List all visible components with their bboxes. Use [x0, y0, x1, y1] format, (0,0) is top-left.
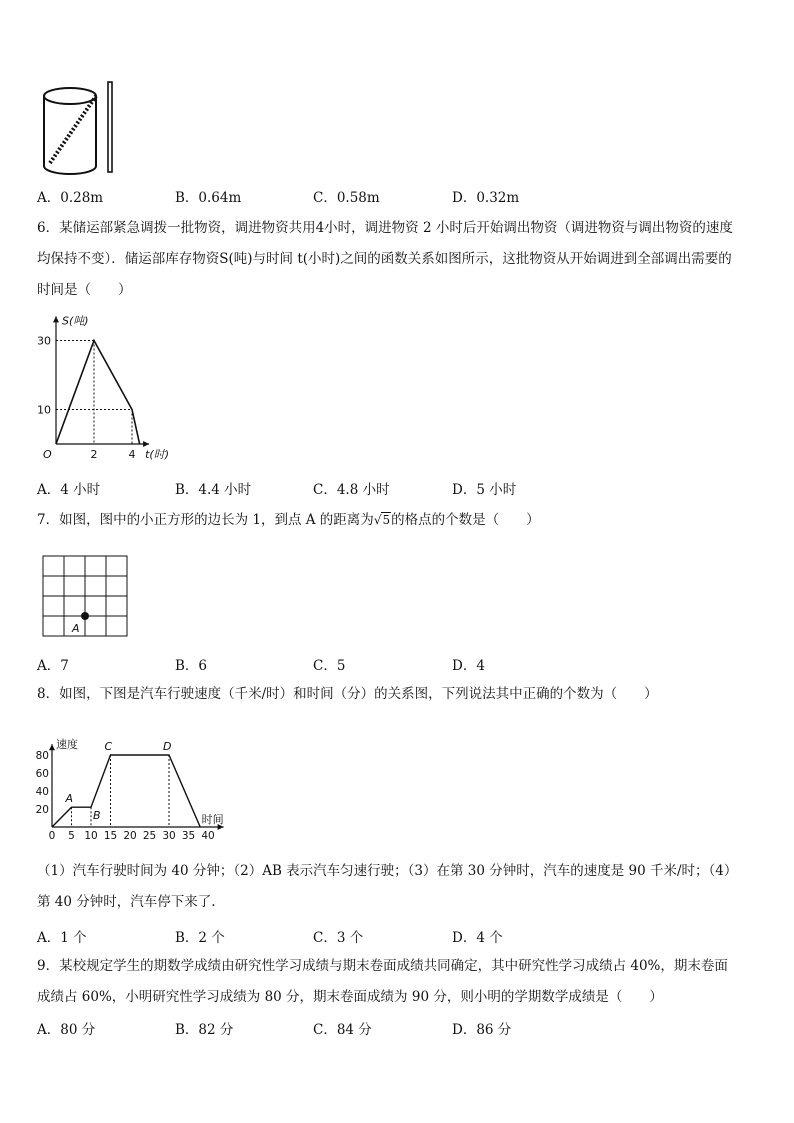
x-tick-label: 4 — [128, 448, 136, 461]
q7-option-d[interactable]: D．4 — [452, 658, 485, 674]
q6-line-1: 6．某储运部紧急调拨一批物资，调进物资共用4小时，调进物资 2 小时后开始调出物资（调进物资与调出物资的速度 — [37, 220, 733, 236]
point-a-label: A — [72, 622, 80, 635]
x-tick-label: 10 — [84, 830, 98, 842]
q6-option-c[interactable]: C．4.8 小时 — [313, 482, 390, 498]
point-a-dot — [81, 612, 89, 620]
point-label-a: A — [65, 792, 74, 806]
q8-option-c[interactable]: C．3 个 — [313, 930, 364, 946]
q7-text-before: 7．如图，图中的小正方形的边长为 1，到点 A 的距离为 — [37, 512, 374, 528]
q5-option-c[interactable]: C．0.58m — [313, 190, 380, 206]
q8-statements — [37, 856, 762, 918]
stock-line — [56, 341, 140, 445]
x-tick-label: 15 — [103, 830, 118, 842]
x-tick-label: 20 — [123, 830, 137, 842]
point-label-b: B — [93, 809, 101, 823]
q8-speed-time-chart — [30, 712, 230, 848]
y-tick-label: 10 — [37, 403, 51, 417]
straw-diagonal — [50, 96, 96, 163]
q7-option-b[interactable]: B．6 — [175, 658, 208, 674]
q8-stem: 8．如图，下图是汽车行驶速度（千米/时）和时间（分）的关系图，下列说法其中正确的个数为（ ） — [37, 686, 658, 702]
straw-standalone — [108, 82, 112, 172]
q7-option-c[interactable]: C．5 — [313, 658, 346, 674]
q9-line-1: 9．某校规定学生的期数学成绩由研究性学习成绩与期末卷面成绩共同确定，其中研究性学习成绩占 40%，期末卷面 — [37, 958, 728, 974]
q6-line-3: 时间是（ ） — [37, 282, 132, 298]
q7-radicand: 5 — [382, 513, 391, 527]
q5-option-d[interactable]: D．0.32m — [452, 190, 520, 206]
y-axis-arrow — [53, 316, 59, 322]
origin-label: O — [43, 448, 52, 461]
x-tick-label: 25 — [142, 830, 157, 842]
y-axis-label: S(吨) — [62, 314, 89, 328]
q6-option-a[interactable]: A．4 小时 — [37, 482, 101, 498]
q9-line-2: 成绩占 60%，小明研究性学习成绩为 80 分，期末卷面成绩为 90 分，则小明的学期数学成绩是（ ） — [37, 989, 663, 1005]
q7-grid-figure — [40, 554, 130, 640]
q9-option-d[interactable]: D．86 分 — [452, 1022, 512, 1038]
q8-option-d[interactable]: D．4 个 — [452, 930, 503, 946]
y-tick-label: 20 — [35, 804, 49, 816]
x-tick-label: 40 — [201, 830, 215, 842]
q6-option-d[interactable]: D．5 小时 — [452, 482, 517, 498]
q9-option-b[interactable]: B．82 分 — [175, 1022, 234, 1038]
x-tick-label: 2 — [90, 448, 98, 461]
y-tick-label: 40 — [35, 786, 49, 798]
x-axis-label: 时间 — [201, 813, 224, 826]
cylinder-figure — [40, 78, 120, 178]
q7-stem — [37, 505, 762, 536]
q8-option-a[interactable]: A．1 个 — [37, 930, 87, 946]
x-tick-label: 30 — [162, 830, 176, 842]
point-label-d: D — [163, 740, 172, 753]
x-tick-label: 0 — [48, 830, 56, 842]
q9-option-c[interactable]: C．84 分 — [313, 1022, 372, 1038]
q5-option-b[interactable]: B．0.64m — [175, 190, 242, 206]
q6-stem — [37, 213, 762, 306]
y-axis-arrow — [49, 744, 55, 750]
y-tick-label: 60 — [35, 768, 49, 780]
q5-option-a[interactable]: A．0.28m — [37, 190, 104, 206]
speed-line — [52, 755, 200, 827]
q8-statements-line-1: （1）汽车行驶时间为 40 分钟；（2）AB 表示汽车匀速行驶；（3）在第 30 分钟时，汽车的速度是 90 千米/时；（4） — [37, 863, 738, 879]
cylinder-bottom — [44, 166, 96, 174]
q6-option-b[interactable]: B．4.4 小时 — [175, 482, 252, 498]
sqrt-symbol: √5 — [373, 513, 391, 527]
q8-option-b[interactable]: B．2 个 — [175, 930, 225, 946]
q8-statements-line-2: 第 40 分钟时，汽车停下来了. — [37, 894, 216, 910]
cylinder-top — [44, 88, 96, 104]
x-axis-label: t(时) — [145, 448, 170, 461]
point-label-c: C — [104, 740, 113, 753]
x-axis-arrow — [143, 441, 149, 447]
x-tick-label: 35 — [181, 830, 196, 842]
y-tick-label: 80 — [35, 750, 49, 762]
q6-stock-time-chart — [34, 308, 194, 468]
q6-line-2: 均保持不变）．储运部库存物资S(吨)与时间 t(小时)之间的函数关系如图所示，这批物资从开始调进到全部调出需要的 — [37, 251, 732, 267]
q7-option-a[interactable]: A．7 — [37, 658, 69, 674]
q9-stem — [37, 951, 762, 1013]
q9-option-a[interactable]: A．80 分 — [37, 1022, 96, 1038]
y-axis-label: 速度 — [56, 738, 78, 752]
x-tick-label: 5 — [68, 830, 75, 842]
q7-text-after: 的格点的个数是（ ） — [391, 512, 540, 528]
y-tick-label: 30 — [37, 334, 51, 348]
